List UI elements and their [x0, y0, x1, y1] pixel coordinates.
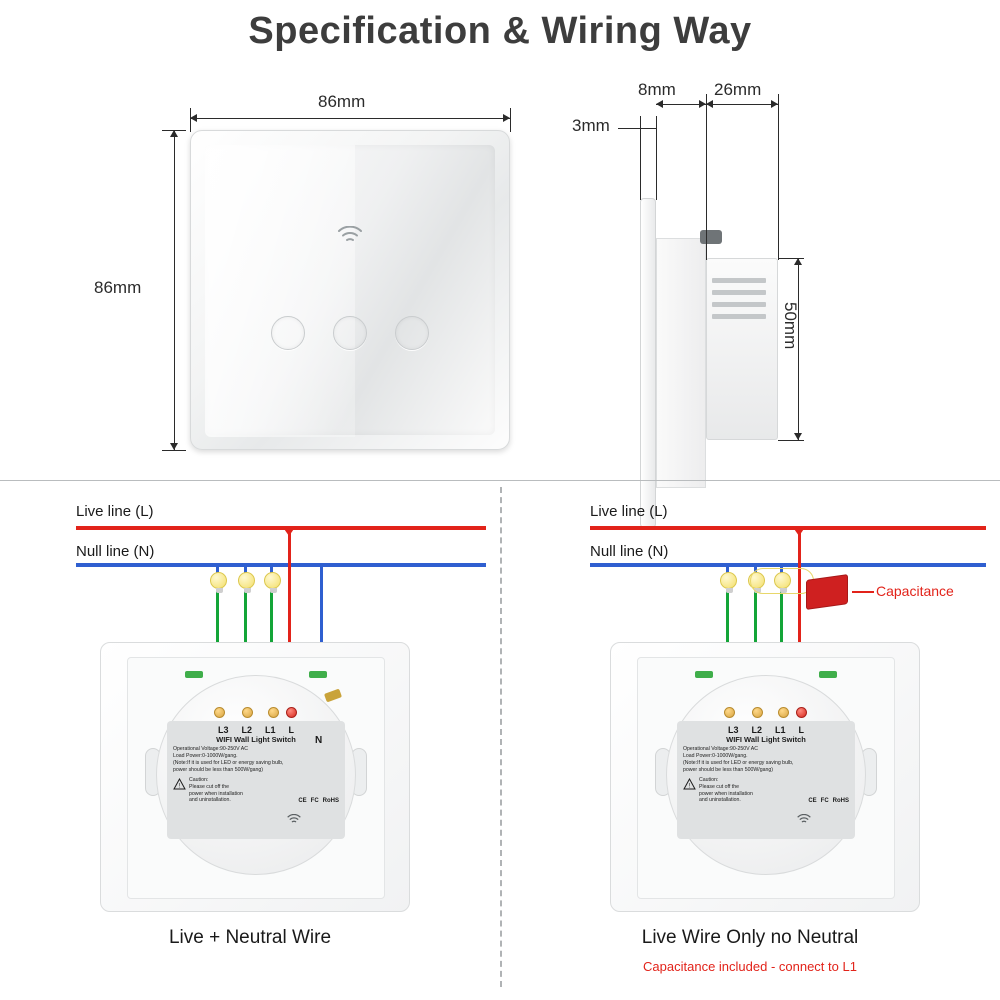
svg-text:!: ! [688, 783, 691, 790]
left-switch-body [100, 642, 410, 912]
left-green-tab-2 [309, 671, 327, 678]
warning-icon [683, 777, 696, 795]
dim-height-line [174, 130, 175, 450]
left-bulb-1 [210, 572, 227, 589]
dim50-arrow-d [794, 433, 802, 440]
right-live-line [590, 526, 986, 530]
caution-line-1: Please cut off the [699, 783, 739, 790]
side-glass-plate [640, 198, 656, 528]
front-height-label: 86mm [94, 278, 142, 297]
dim-height-arrow-up [170, 130, 178, 137]
cert-ce: CE [808, 798, 817, 805]
capacitance-leader [852, 591, 874, 593]
left-live-label: Live line (L) [76, 503, 154, 520]
wiring-diagram-live-neutral [0, 487, 500, 1000]
front-width-label: 86mm [318, 92, 366, 111]
cert-rohs: RoHS [322, 798, 339, 805]
spec-line-3: (Note:If it is used for LED or energy saving bulb, [173, 760, 284, 767]
right-live-label: Live line (L) [590, 503, 668, 520]
side-frame-label: 8mm [638, 80, 676, 99]
side-thickness-label: 3mm [572, 116, 610, 135]
left-plate-wifi-icon [287, 811, 301, 829]
terminal-l1: L1 [265, 725, 276, 735]
caution-line-2: power when installation [189, 790, 243, 797]
right-cert-marks [808, 798, 849, 804]
dim-width-arrow-right [503, 114, 510, 122]
page-title: Specification & Wiring Way [248, 10, 752, 52]
right-module-spec [683, 746, 849, 774]
left-caption: Live + Neutral Wire [168, 927, 332, 948]
side-height-label: 50mm [781, 302, 800, 350]
right-caption-note: Capacitance included - connect to L1 [643, 959, 857, 974]
side-body [656, 238, 706, 488]
right-null-label: Null line (N) [590, 543, 669, 560]
right-terminal-labels [683, 725, 849, 735]
terminal-l2: L2 [751, 725, 762, 735]
left-null-label: Null line (N) [76, 543, 155, 560]
dim-ext-right [510, 108, 511, 132]
section-divider [0, 480, 1000, 481]
vent-slot-3 [712, 302, 766, 307]
side-back-box [706, 258, 778, 440]
specification-section [0, 80, 1000, 480]
dim8-ext-b [706, 94, 707, 260]
left-live-line [76, 526, 486, 530]
switch-front-view [190, 130, 510, 450]
right-bulb-1 [720, 572, 737, 589]
touch-button-1[interactable] [271, 316, 305, 350]
caution-line-3: and uninstallation. [699, 797, 741, 804]
terminal-l3: L3 [727, 725, 739, 735]
dim-ext-bottom [162, 450, 186, 451]
caution-line-2: power when installation [699, 790, 753, 797]
dim26-ext [778, 94, 779, 260]
panel-gloss [205, 145, 355, 437]
right-label-plate [677, 721, 855, 839]
right-screw-l3 [724, 707, 735, 718]
left-terminal-n-label: N [315, 735, 323, 746]
right-module-title: WIFI Wall Light Switch [726, 735, 806, 744]
left-screw-l3 [214, 707, 225, 718]
warning-icon [173, 777, 186, 795]
spec-line-1: Operational Voltage:90-250V AC [173, 746, 248, 752]
right-green-tab-1 [695, 671, 713, 678]
vent-slot-1 [712, 278, 766, 283]
right-live-arrow [792, 526, 806, 536]
dim8-arrow-r [699, 100, 706, 108]
touch-button-group [191, 316, 509, 350]
left-plate-footer [173, 777, 339, 804]
dim-height-arrow-down [170, 443, 178, 450]
caution-line-3: and uninstallation. [189, 797, 231, 804]
spec-line-3: (Note:If it is used for LED or energy saving bulb, [683, 760, 794, 767]
right-plate-footer [683, 777, 849, 804]
wiring-diagram-live-only [500, 487, 1000, 1000]
spec-line-2: Load Power:0-1000W/gang. [173, 753, 238, 760]
dim50-arrow-u [794, 258, 802, 265]
left-bulb-3 [264, 572, 281, 589]
terminal-l1: L1 [775, 725, 786, 735]
spec-line-4: power should be less than 500W/gang) [173, 767, 263, 774]
right-screw-l [796, 707, 807, 718]
left-terminal-labels [173, 725, 339, 735]
wifi-icon [337, 226, 363, 249]
right-caption: Live Wire Only no Neutral [641, 927, 859, 948]
left-cert-marks [298, 798, 339, 804]
spec-line-1: Operational Voltage:90-250V AC [683, 746, 758, 752]
left-null-line [76, 563, 486, 567]
left-caution [189, 777, 243, 804]
svg-text:!: ! [178, 783, 181, 790]
right-caution [699, 777, 753, 804]
right-green-tab-2 [819, 671, 837, 678]
dim26-arrow-l [706, 100, 713, 108]
cert-fcc: FC [820, 798, 829, 805]
capacitance-component [806, 574, 848, 610]
left-live-arrow [282, 526, 296, 536]
cert-fcc: FC [310, 798, 319, 805]
capacitance-loop [750, 568, 814, 594]
left-screw-l2 [242, 707, 253, 718]
terminal-l3: L3 [217, 725, 229, 735]
vent-slot-4 [712, 314, 766, 319]
dim26-line [706, 104, 778, 105]
touch-button-3[interactable] [395, 316, 429, 350]
caution-line-1: Please cut off the [189, 783, 229, 790]
dim8-arrow-l [656, 100, 663, 108]
left-bulb-2 [238, 572, 255, 589]
left-module-spec [173, 746, 339, 774]
caution-title: Caution: [699, 777, 719, 784]
caution-title: Caution: [189, 777, 209, 784]
terminal-l: L [288, 725, 295, 735]
dim26-arrow-r [771, 100, 778, 108]
capacitance-label: Capacitance [876, 583, 954, 599]
terminal-l: L [798, 725, 805, 735]
dim3-leader [618, 128, 640, 129]
side-clip [700, 230, 722, 244]
wiring-section [0, 487, 1000, 1000]
right-plate-wifi-icon [797, 811, 811, 829]
dim-width-line [190, 118, 510, 119]
right-switch-body [610, 642, 920, 912]
right-screw-l2 [752, 707, 763, 718]
left-screw-l1 [268, 707, 279, 718]
cert-rohs: RoHS [832, 798, 849, 805]
right-null-line [590, 563, 986, 567]
dim3-ext-b [656, 116, 657, 200]
spec-line-2: Load Power:0-1000W/gang. [683, 753, 748, 760]
left-green-tab-1 [185, 671, 203, 678]
side-depth-label: 26mm [714, 80, 762, 99]
touch-button-2[interactable] [333, 316, 367, 350]
cert-ce: CE [298, 798, 307, 805]
dim3-line [640, 128, 656, 129]
left-module-title: WIFI Wall Light Switch [216, 735, 296, 744]
dim50-ext-bot [778, 440, 804, 441]
left-screw-l [286, 707, 297, 718]
spec-line-4: power should be less than 500W/gang) [683, 767, 773, 774]
vent-slot-2 [712, 290, 766, 295]
terminal-l2: L2 [241, 725, 252, 735]
right-screw-l1 [778, 707, 789, 718]
dim-width-arrow-left [190, 114, 197, 122]
